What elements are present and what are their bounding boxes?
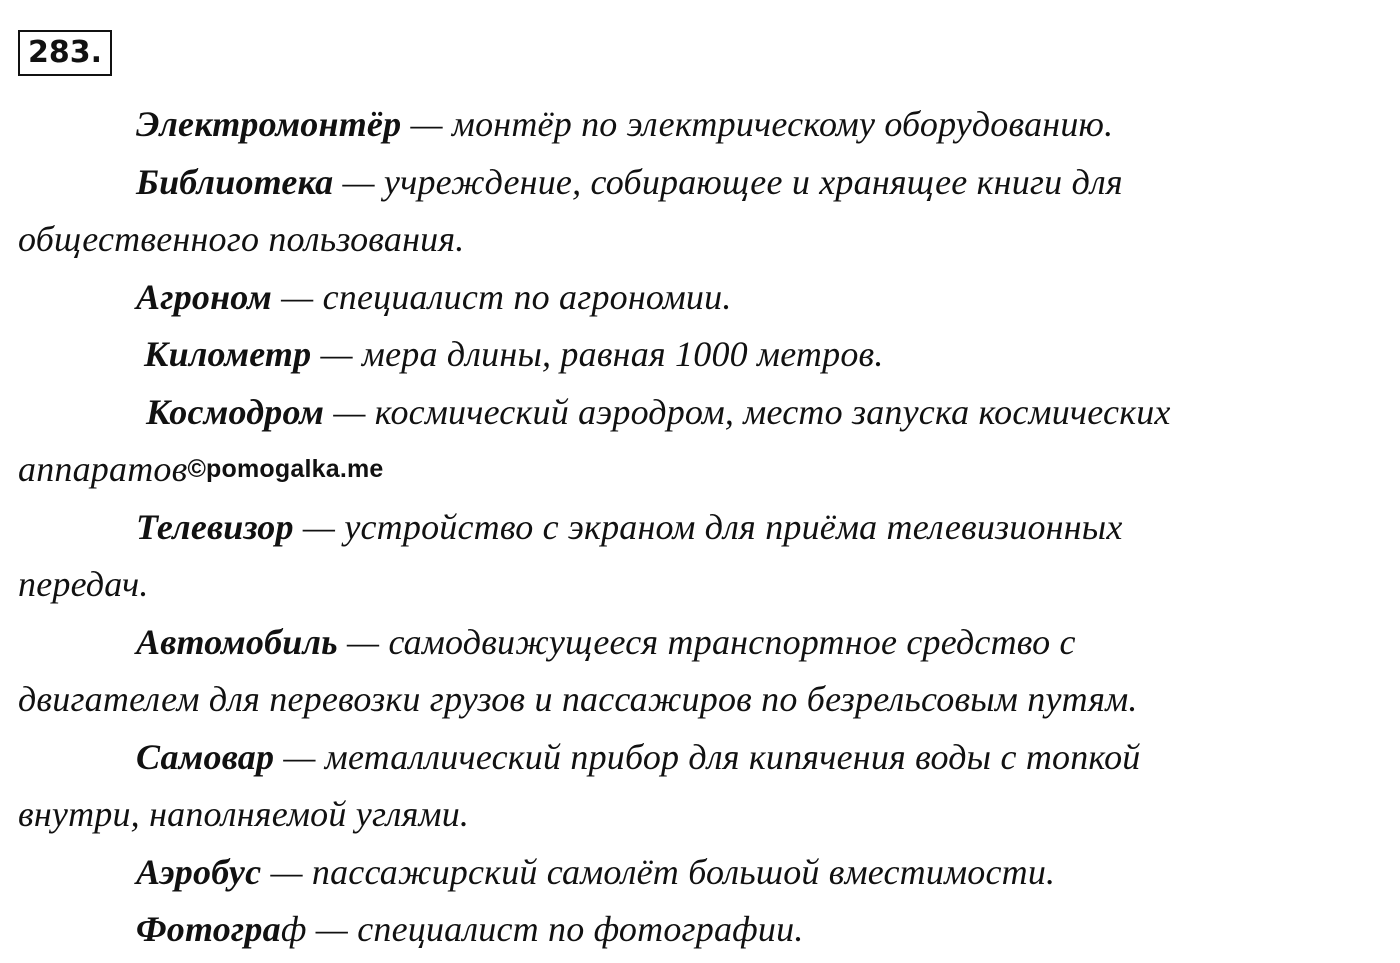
entry-line — [18, 729, 1390, 787]
entry-definition: внутри, наполняемой углями. — [18, 794, 470, 834]
entry-line — [18, 269, 1390, 327]
entry-definition: аппаратов — [18, 449, 188, 489]
entry-definition: общественного пользования. — [18, 219, 465, 259]
entry-continuation-line — [18, 441, 1390, 499]
entry-term: Телевизор — [136, 506, 294, 547]
entry-term: Агроном — [136, 276, 272, 317]
entry-line — [18, 326, 1390, 384]
entry-definition: — учреждение, собирающее и хранящее книги для — [333, 161, 1123, 202]
entry-term-rest: ф — [280, 909, 307, 949]
entry-definition: — специалист по агрономии. — [271, 276, 732, 317]
task-number: 283. — [18, 30, 112, 76]
entry-definition: передач. — [18, 564, 149, 604]
entry-term: Библиотека — [136, 161, 334, 202]
entry-definition: — космический аэродром, место запуска космических — [324, 391, 1171, 432]
entry-definition: — монтёр по электрическому оборудованию. — [401, 104, 1114, 144]
entry-line — [18, 154, 1390, 212]
entry-term: Космодром — [146, 391, 325, 432]
entry-line — [18, 901, 1390, 959]
entry-continuation-line — [18, 556, 1390, 614]
entry-definition: — самодвижущееся транспортное средство с — [337, 621, 1076, 662]
entry-line — [18, 499, 1390, 557]
entry-definition: — специалист по фотографии. — [306, 909, 804, 949]
entry-term: Электромонтёр — [136, 104, 402, 144]
entry-definition: — металлический прибор для кипячения воды с топкой — [274, 736, 1141, 777]
entry-definition: — пассажирский самолёт большой вместимости. — [261, 851, 1056, 892]
entry-term: Фотогра — [136, 909, 281, 949]
entry-definition: двигателем для перевозки грузов и пассажиров по безрельсовым путям. — [18, 679, 1138, 719]
entry-continuation-line — [18, 786, 1390, 844]
entry-continuation-line — [18, 211, 1390, 269]
entry-definition: — мера длины, равная 1000 метров. — [311, 334, 884, 374]
entry-line — [18, 844, 1390, 902]
entry-line — [18, 96, 1390, 154]
entry-term: Автомобиль — [136, 621, 338, 662]
entry-term: Километр — [144, 334, 312, 374]
entry-term: Аэробус — [136, 851, 262, 892]
entry-continuation-line — [18, 671, 1390, 729]
definitions-text — [18, 96, 1390, 959]
entry-definition: — устройство с экраном для приёма телевизионных — [293, 506, 1123, 547]
entry-line — [18, 384, 1390, 442]
entry-term: Самовар — [136, 736, 275, 777]
entry-line — [18, 614, 1390, 672]
watermark: ©pomogalka.me — [187, 455, 384, 483]
